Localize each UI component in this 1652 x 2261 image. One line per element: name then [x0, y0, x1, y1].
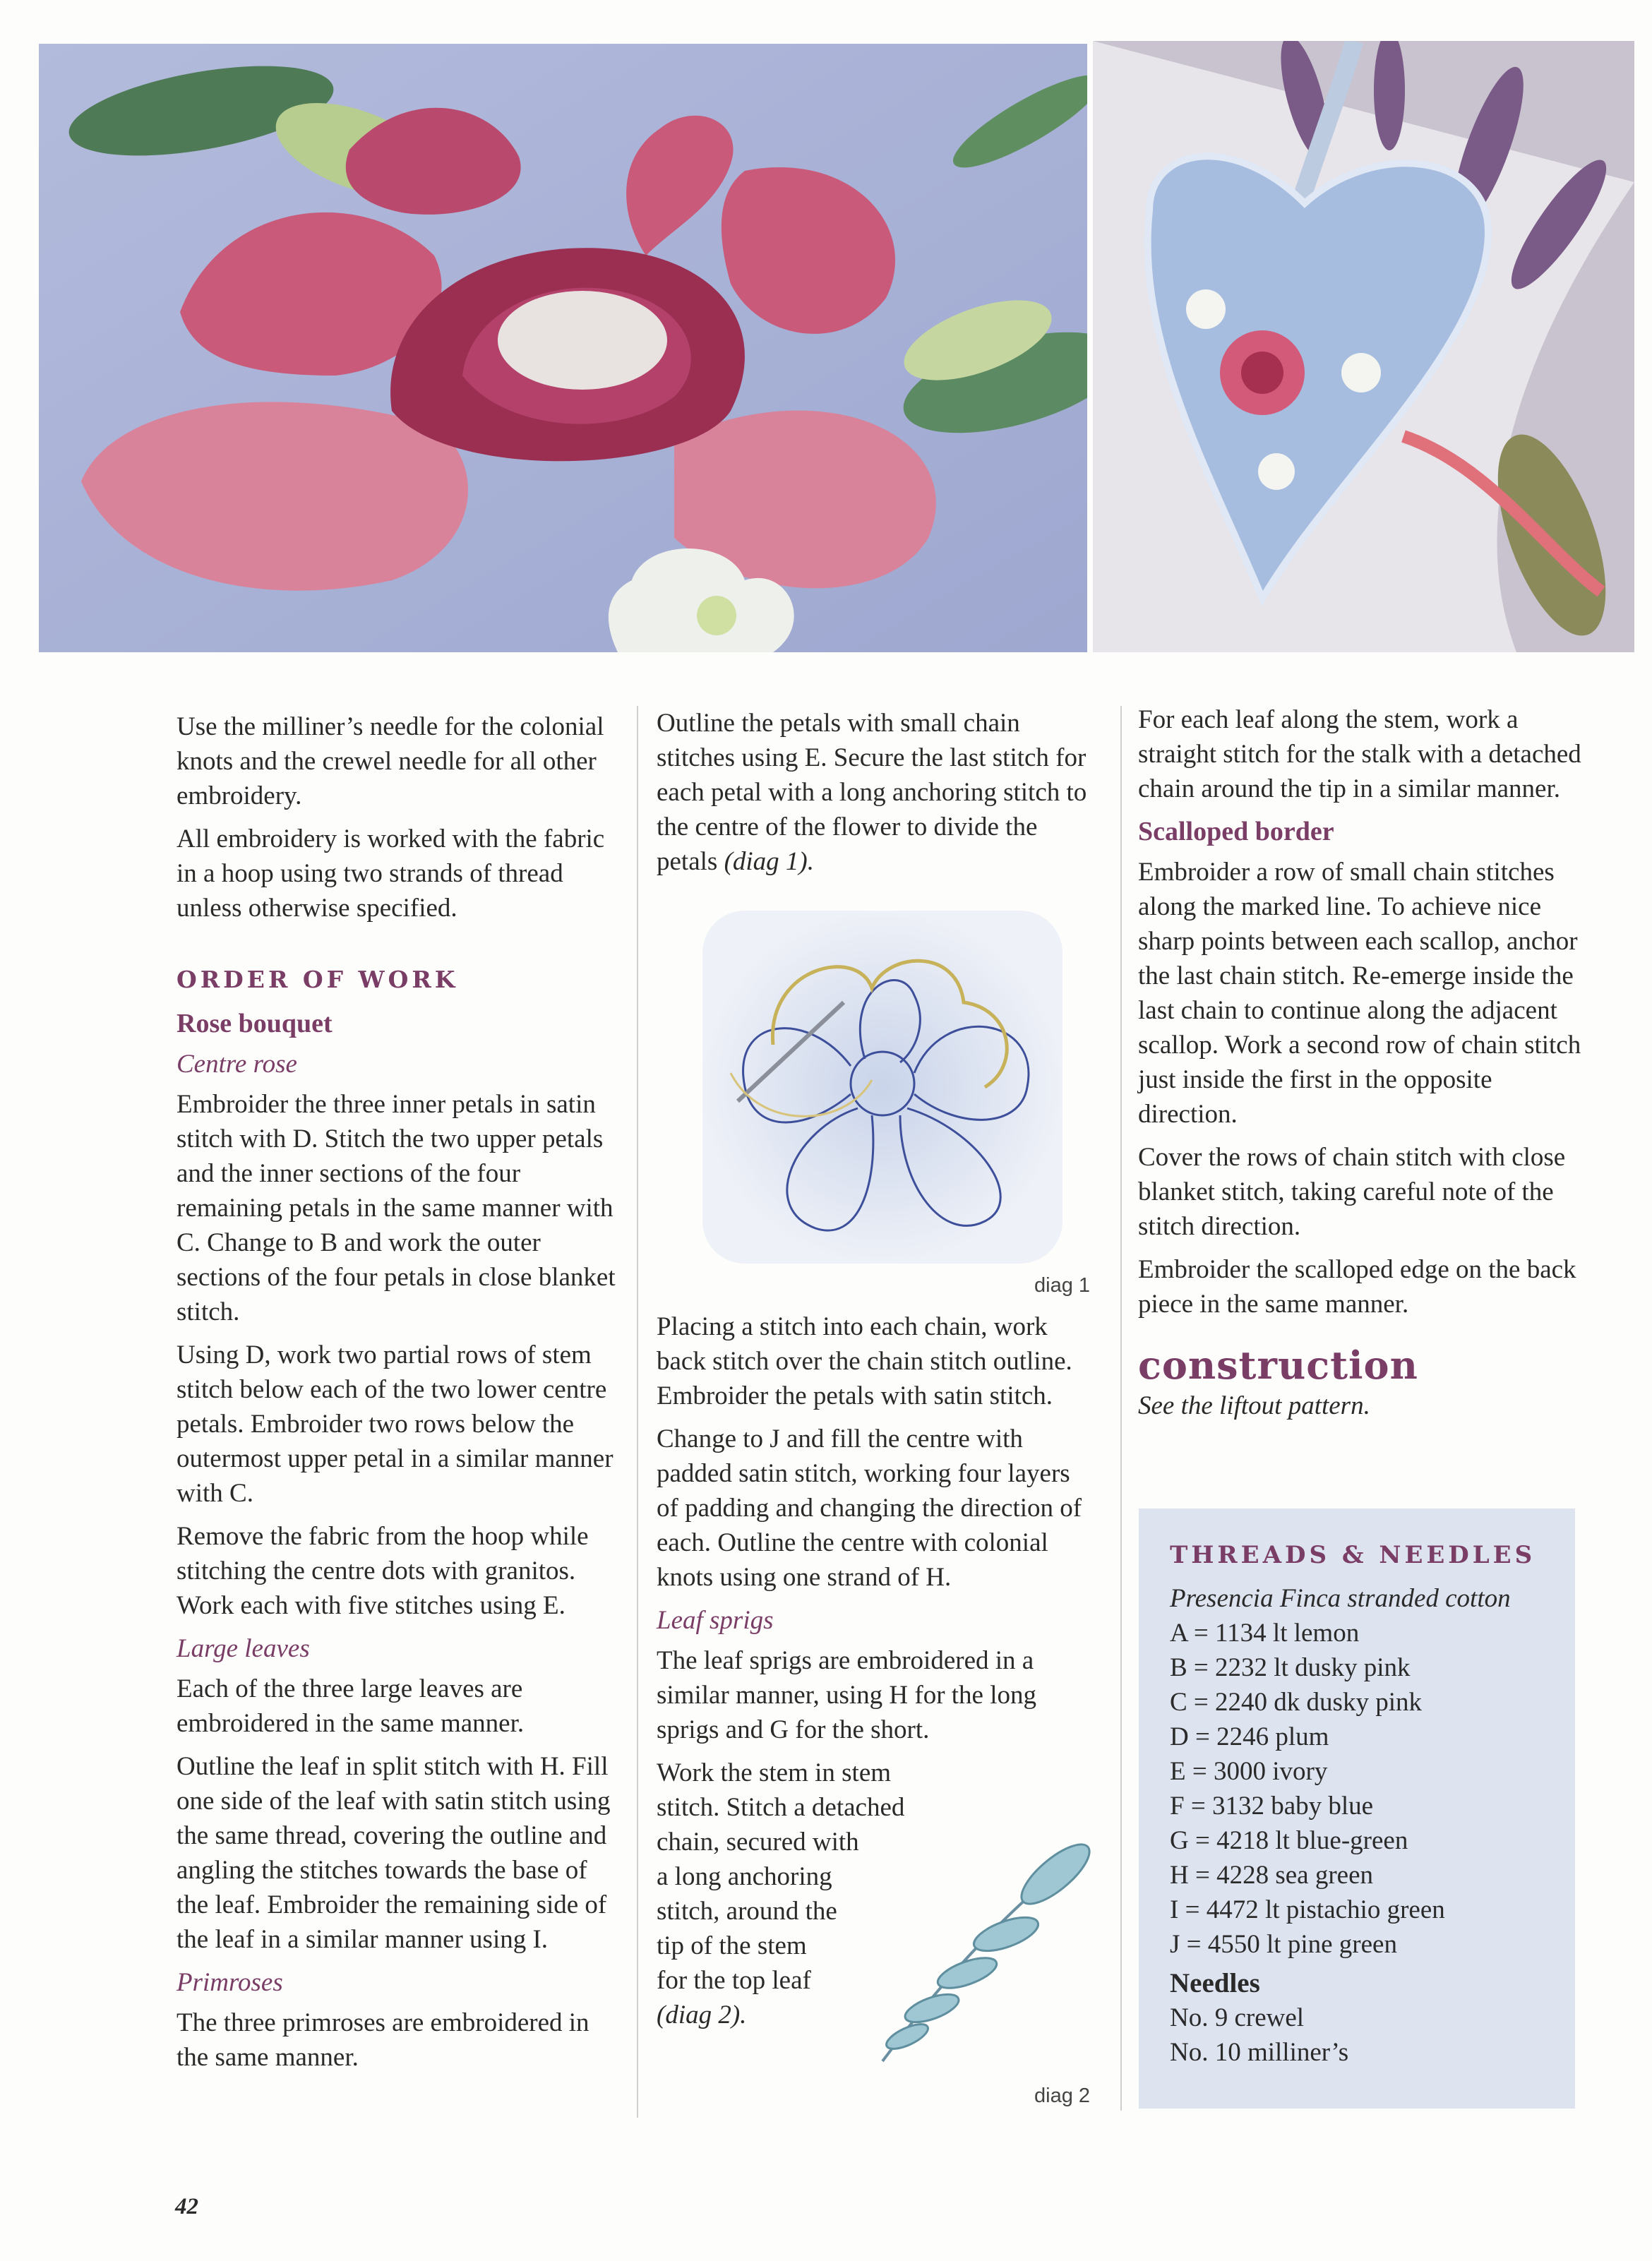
scalloped-border-text: Embroider a row of small chain stitches along the marked line. To achieve nice sharp points between each scallop, anchor the last chain stitch. Re-emerge inside the last chain to continue along the adjacent scallop. Work a second row of chain stitch just inside the first in the opposite direction.	[1138, 858, 1581, 1129]
thread-item: G = 4218 lt blue-green	[1170, 1826, 1408, 1855]
needles-heading: Needles	[1170, 1968, 1260, 1998]
thread-item: A = 1134 lt lemon	[1170, 1619, 1360, 1648]
threads-needles-box	[1139, 1509, 1575, 2109]
construction-heading: construction	[1138, 1343, 1418, 1388]
back-piece-text: Embroider the scalloped edge on the back piece in the same manner.	[1138, 1255, 1576, 1319]
needle-item: No. 10 milliner’s	[1170, 2038, 1349, 2067]
granitos-text: Remove the fabric from the hoop while stitching the centre dots with granitos. Work each with five stitches using E.	[176, 1522, 589, 1620]
leaf-sprigs-subheading: Leaf sprigs	[657, 1606, 774, 1635]
back-stitch-text: Placing a stitch into each chain, work back stitch over the chain stitch outline. Embroider the petals with satin stitch.	[657, 1312, 1072, 1410]
large-leaves-text: Each of the three large leaves are embroidered in the same manner.	[176, 1674, 525, 1738]
diagram-2	[854, 1835, 1101, 2068]
thread-item: I = 4472 lt pistachio green	[1170, 1895, 1445, 1924]
column-1	[176, 709, 618, 2083]
primroses-subheading: Primroses	[176, 1968, 283, 1997]
order-of-work-heading: ORDER OF WORK	[176, 966, 459, 993]
column-3	[1138, 702, 1583, 1432]
large-leaves-subheading: Large leaves	[176, 1634, 310, 1663]
primroses-text: The three primroses are embroidered in the same manner.	[176, 2008, 589, 2072]
hoop-instructions: All embroidery is worked with the fabric in a hoop using two strands of thread unless otherwise specified.	[176, 824, 605, 923]
rose-photo	[39, 44, 1087, 652]
blanket-stitch-text: Cover the rows of chain stitch with close blanket stitch, taking careful note of the stitch direction.	[1138, 1143, 1566, 1241]
thread-brand: Presencia Finca stranded cotton	[1170, 1584, 1511, 1613]
stem-stitch-text: Using D, work two partial rows of stem stitch below each of the two lower centre petals. Embroider two rows below the outermost upper petal in a similar manner with C.	[176, 1341, 613, 1508]
centre-rose-subheading: Centre rose	[176, 1050, 297, 1079]
thread-item: H = 4228 sea green	[1170, 1861, 1373, 1890]
rose-bouquet-subheading: Rose bouquet	[176, 1009, 333, 1038]
leaf-sprigs-text: The leaf sprigs are embroidered in a similar manner, using H for the long sprigs and G for the short.	[657, 1646, 1036, 1744]
centre-fill-text: Change to J and fill the centre with padded satin stitch, working four layers of padding and changing the direction of each. Outline the centre with colonial knots using one strand of H.	[657, 1425, 1082, 1592]
leaf-outline-text: Outline the leaf in split stitch with H. Fill one side of the leaf with satin stitch using the same thread, covering the outline and angling the stitches towards the base of the leaf. Embroider the remaining side of the leaf in a similar manner using I.	[176, 1752, 611, 1954]
thread-item: E = 3000 ivory	[1170, 1757, 1328, 1786]
scalloped-border-subheading: Scalloped border	[1138, 817, 1334, 846]
column-divider-1	[637, 706, 638, 2118]
liftout-note: See the liftout pattern.	[1138, 1391, 1370, 1420]
leaf-stem-text: For each leaf along the stem, work a straight stitch for the stalk with a detached chain around the tip in a similar manner.	[1138, 705, 1581, 803]
thread-item: J = 4550 lt pine green	[1170, 1930, 1397, 1959]
needle-instructions: Use the milliner’s needle for the colonial knots and the crewel needle for all other embroidery.	[176, 712, 604, 810]
thread-item: B = 2232 lt dusky pink	[1170, 1653, 1411, 1682]
stem-instructions: Work the stem in stem stitch. Stitch a detached chain, secured with a long anchoring stitch, around the tip of the stem for the top leaf (diag 2).	[657, 1758, 905, 2029]
centre-rose-text: Embroider the three inner petals in satin stitch with D. Stitch the two upper petals and the inner sections of the four remaining petals in the same manner with C. Change to B and work the outer sections of the four petals in close blanket stitch.	[176, 1090, 616, 1326]
column-divider-2	[1120, 706, 1122, 2111]
page-number: 42	[175, 2194, 198, 2219]
diag-2-label: diag 2	[1034, 2085, 1091, 2107]
outline-petals-text: Outline the petals with small chain stitches using E. Secure the last stitch for each petal with a long anchoring stitch to the centre of the flower to divide the petals (diag 1).	[657, 709, 1087, 876]
threads-needles-heading: THREADS & NEEDLES	[1170, 1541, 1536, 1569]
diag-1-label: diag 1	[1034, 1274, 1091, 1297]
heart-sachet-photo	[1093, 41, 1634, 652]
diagram-1	[688, 904, 1077, 1271]
thread-item: F = 3132 baby blue	[1170, 1792, 1374, 1821]
thread-item: D = 2246 plum	[1170, 1722, 1329, 1751]
needle-item: No. 9 crewel	[1170, 2003, 1305, 2032]
thread-item: C = 2240 dk dusky pink	[1170, 1688, 1422, 1717]
column-2	[657, 706, 1098, 887]
